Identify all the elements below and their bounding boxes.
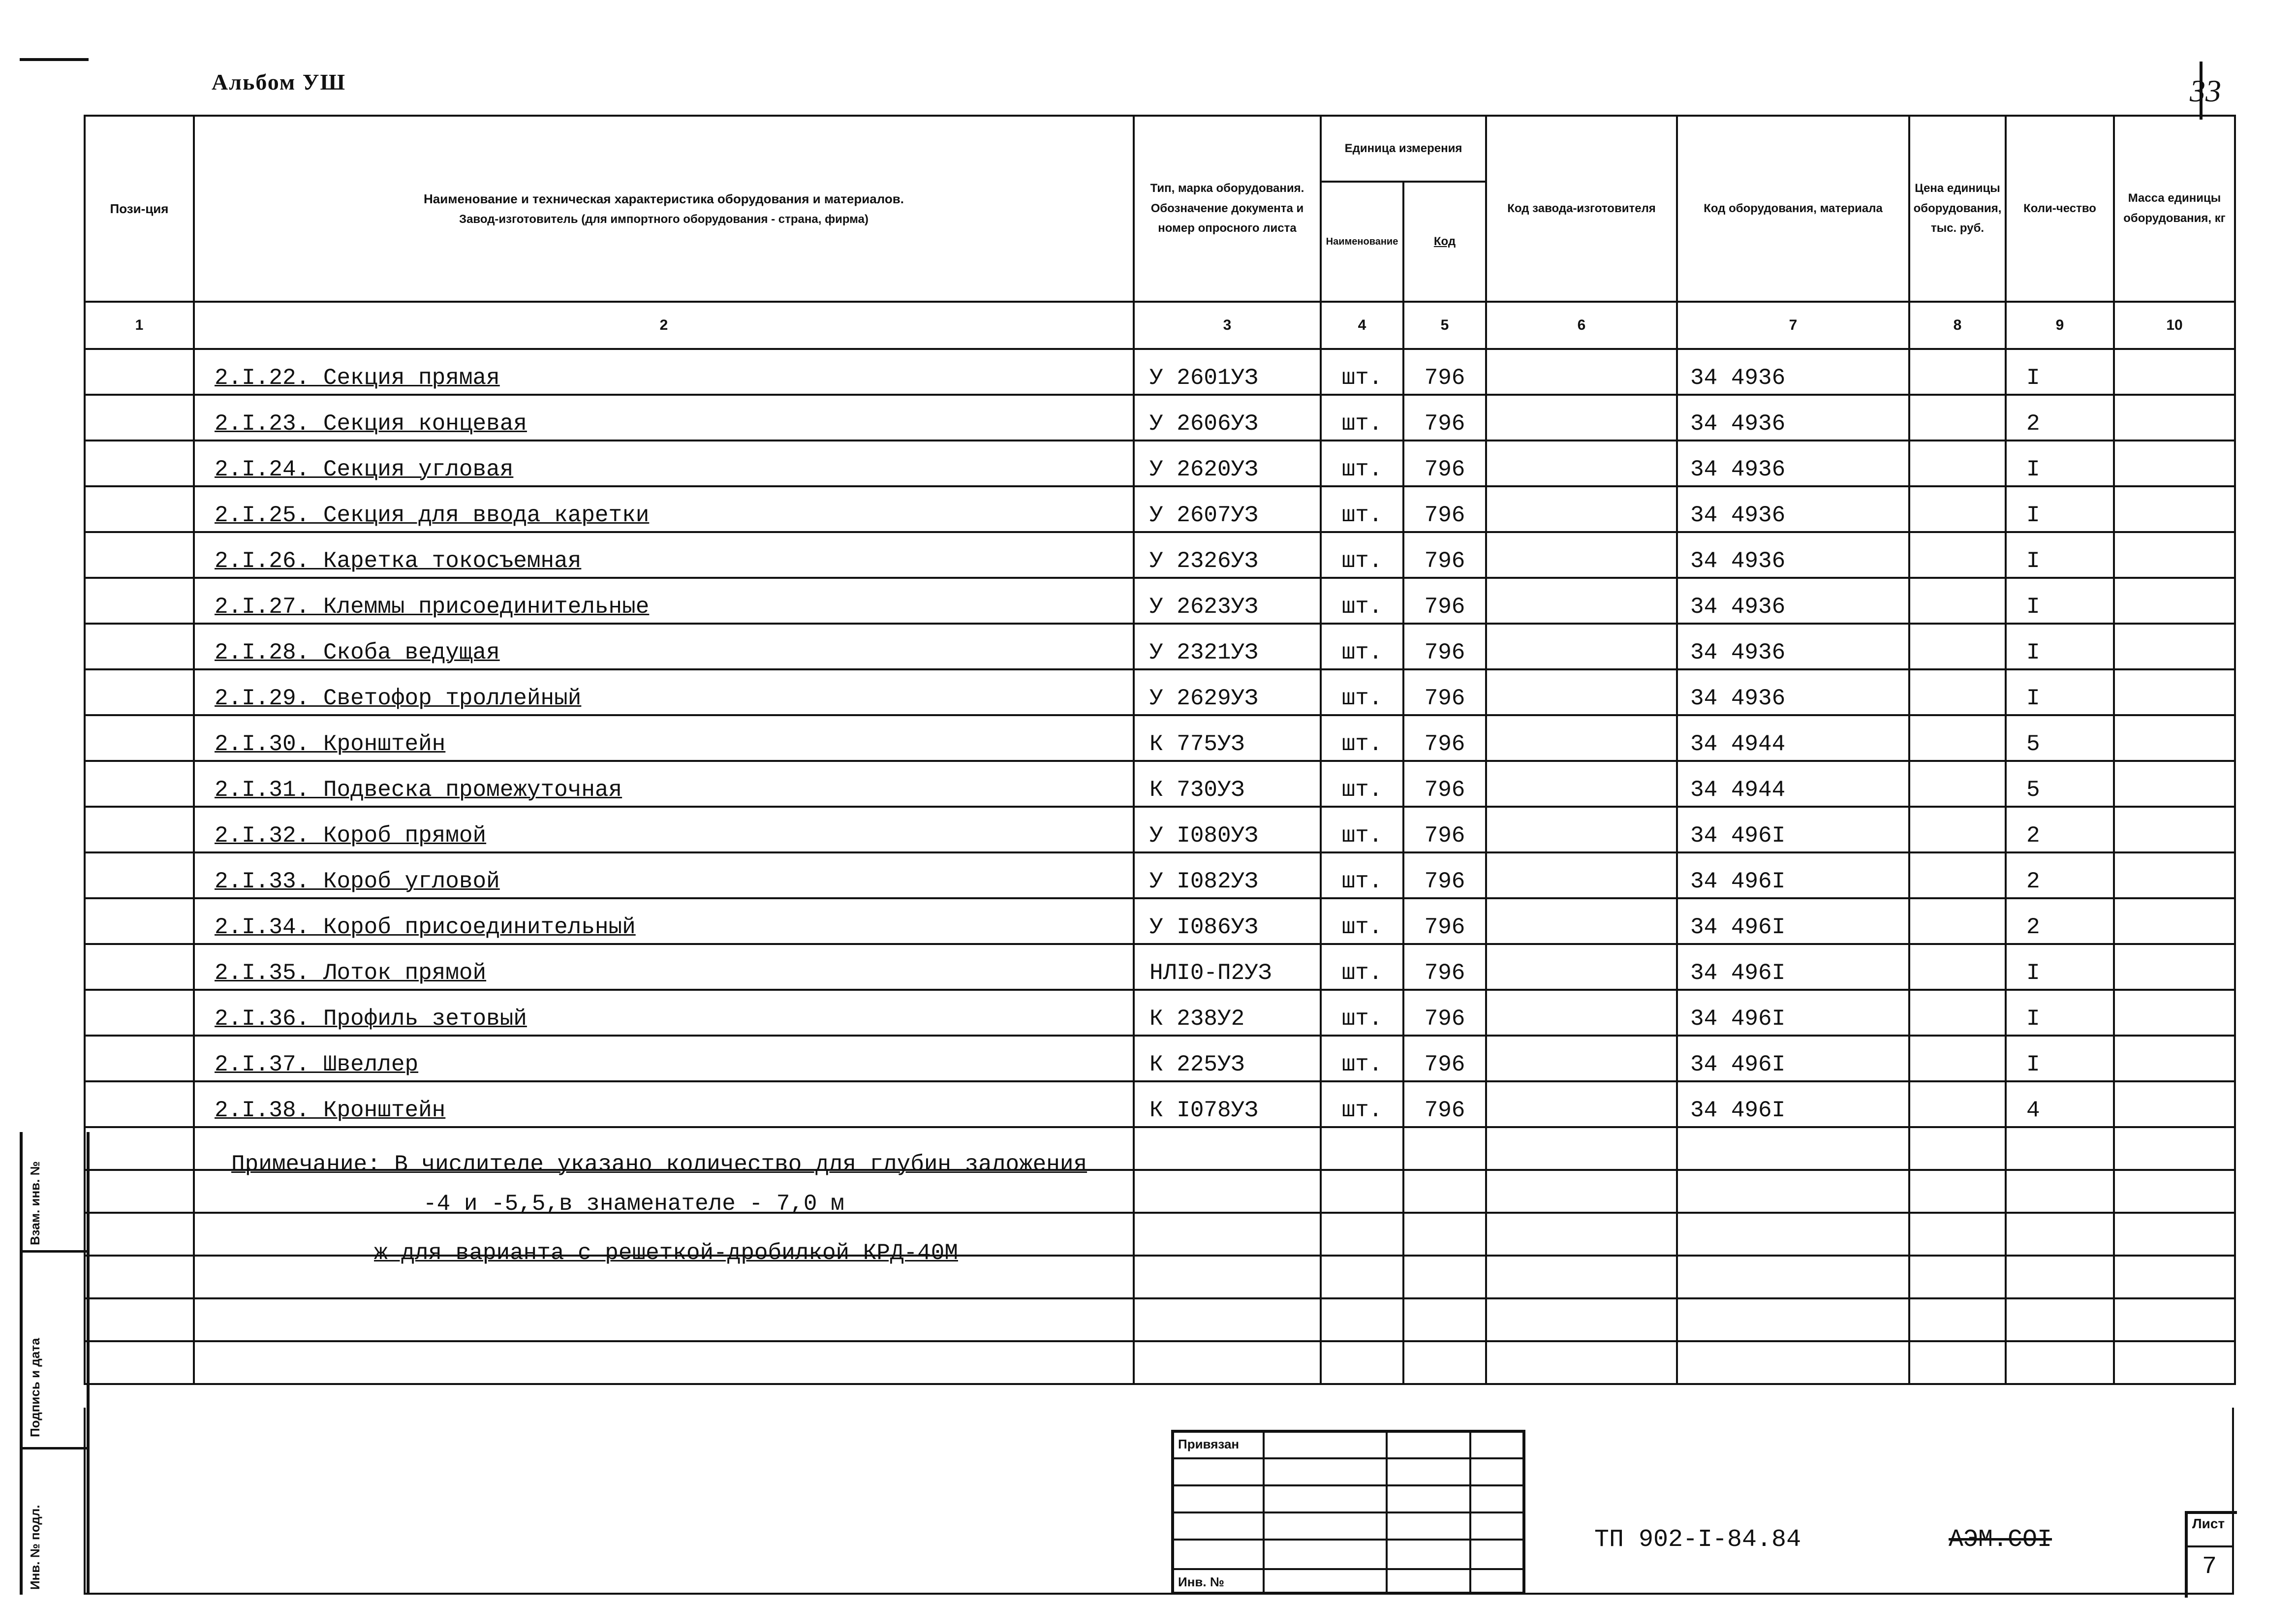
cell-price [1909,624,2006,669]
cell-position [85,349,194,395]
cell-name: 2.I.37. Швеллер [194,1036,1134,1081]
table-row [85,898,2235,944]
cell-unit-name: шт. [1321,1036,1403,1081]
cell-unit-name: шт. [1321,486,1403,532]
cell-factory-code [1486,624,1677,669]
cell-factory-code [1486,669,1677,715]
cell-unit-code: 796 [1403,898,1486,944]
cell-unit-name: шт. [1321,898,1403,944]
table-row [85,624,2235,669]
note-line-1: Примечание: В числителе указано количество для глубин заложения [231,1152,1087,1177]
sidebar-divider [23,1447,87,1449]
cell-equipment-code: 34 4944 [1677,761,1909,807]
table-row [85,669,2235,715]
stamp-column-line [1263,1433,1265,1592]
table-row [85,1081,2235,1127]
col-header-quantity: Коли-чество [2006,116,2114,302]
cell-quantity: I [2006,578,2114,624]
cell-unit-code: 796 [1403,944,1486,990]
cell-mass [2114,532,2235,578]
column-number: 8 [1909,302,2006,349]
column-number-row [85,302,2235,349]
cell-price [1909,990,2006,1036]
cell-factory-code [1486,486,1677,532]
title-block-frame [84,1408,2234,1595]
cell-type: У I080УЗ [1134,807,1321,852]
cell-name: 2.I.23. Секция концевая [194,395,1134,441]
cell-type: У 2623УЗ [1134,578,1321,624]
table-row [85,1036,2235,1081]
cell-mass [2114,898,2235,944]
table-row [85,990,2235,1036]
cell-position [85,486,194,532]
cell-equipment-code: 34 496I [1677,1081,1909,1127]
cell-unit-code: 796 [1403,1081,1486,1127]
table-body [85,349,2235,1127]
cell-name: 2.I.29. Светофор троллейный [194,669,1134,715]
cell-unit-name: шт. [1321,441,1403,486]
stamp-top-label: Привязан [1178,1437,1240,1451]
cell-factory-code [1486,852,1677,898]
column-number: 7 [1677,302,1909,349]
cell-quantity: I [2006,532,2114,578]
cell-position [85,624,194,669]
stamp-column-line [1386,1433,1388,1592]
cell-type: У 2620УЗ [1134,441,1321,486]
col-header-equipment-code: Код оборудования, материала [1677,116,1909,302]
cell-equipment-code: 34 496I [1677,852,1909,898]
cell-factory-code [1486,532,1677,578]
cell-position [85,578,194,624]
col-header-name-line2: Завод-изготовитель (для импортного оборудования - страна, фирма) [459,212,869,226]
table-row [85,349,2235,395]
cell-quantity: I [2006,624,2114,669]
cell-position [85,1036,194,1081]
cell-unit-name: шт. [1321,990,1403,1036]
cell-name: 2.I.24. Секция угловая [194,441,1134,486]
cell-unit-code: 796 [1403,807,1486,852]
cell-price [1909,578,2006,624]
cell-position [85,1081,194,1127]
cell-factory-code [1486,944,1677,990]
cell-name: 2.I.31. Подвеска промежуточная [194,761,1134,807]
cell-type: У 2607УЗ [1134,486,1321,532]
cell-price [1909,669,2006,715]
table-row [85,441,2235,486]
cell-factory-code [1486,898,1677,944]
cell-mass [2114,349,2235,395]
header-row-1 [85,116,2235,182]
cell-mass [2114,578,2235,624]
cell-unit-code: 796 [1403,395,1486,441]
binding-stamp [1171,1430,1525,1595]
cell-factory-code [1486,990,1677,1036]
cell-factory-code [1486,395,1677,441]
column-number: 9 [2006,302,2114,349]
cell-mass [2114,1036,2235,1081]
cell-price [1909,1036,2006,1081]
cell-unit-code: 796 [1403,990,1486,1036]
top-left-tick [20,58,89,61]
cell-equipment-code: 34 496I [1677,944,1909,990]
cell-mass [2114,441,2235,486]
col-header-name [194,116,1134,302]
cell-unit-name: шт. [1321,669,1403,715]
cell-equipment-code: 34 496I [1677,898,1909,944]
cell-quantity: I [2006,441,2114,486]
note-line-3: ж для варианта с решеткой-дробилкой КРД-40М [374,1240,958,1266]
cell-type: К 730УЗ [1134,761,1321,807]
cell-name: 2.I.38. Кронштейн [194,1081,1134,1127]
col-header-unit: Единица измерения [1321,116,1486,182]
cell-position [85,807,194,852]
cell-unit-code: 796 [1403,532,1486,578]
cell-quantity: 4 [2006,1081,2114,1127]
cell-unit-name: шт. [1321,807,1403,852]
cell-unit-name: шт. [1321,761,1403,807]
cell-unit-name: шт. [1321,715,1403,761]
cell-type: У 2321УЗ [1134,624,1321,669]
table-row [85,944,2235,990]
cell-mass [2114,1081,2235,1127]
cell-position [85,441,194,486]
cell-equipment-code: 34 496I [1677,807,1909,852]
cell-quantity: I [2006,944,2114,990]
cell-position [85,715,194,761]
cell-mass [2114,486,2235,532]
sidebar-label-original-inv: Инв. № подл. [28,1505,42,1590]
sheet-label: Лист [2192,1516,2225,1531]
cell-mass [2114,944,2235,990]
cell-unit-code: 796 [1403,578,1486,624]
cell-unit-code: 796 [1403,715,1486,761]
cell-type: К I078УЗ [1134,1081,1321,1127]
column-number: 4 [1321,302,1403,349]
cell-quantity: 2 [2006,852,2114,898]
cell-name: 2.I.30. Кронштейн [194,715,1134,761]
cell-type: К 775УЗ [1134,715,1321,761]
cell-price [1909,395,2006,441]
cell-mass [2114,395,2235,441]
cell-quantity: I [2006,349,2114,395]
cell-name: 2.I.22. Секция прямая [194,349,1134,395]
cell-name: 2.I.32. Короб прямой [194,807,1134,852]
cell-type: НЛI0-П2УЗ [1134,944,1321,990]
cell-price [1909,852,2006,898]
cell-position [85,990,194,1036]
note-line-2: -4 и -5,5,в знаменателе - 7,0 м [423,1191,844,1217]
col-header-position: Пози-ция [85,116,194,302]
cell-price [1909,349,2006,395]
cell-price [1909,441,2006,486]
cell-unit-code: 796 [1403,349,1486,395]
cell-mass [2114,624,2235,669]
cell-unit-code: 796 [1403,761,1486,807]
cell-position [85,761,194,807]
column-number: 2 [194,302,1134,349]
cell-price [1909,807,2006,852]
cell-type: У 2629УЗ [1134,669,1321,715]
cell-price [1909,898,2006,944]
col-header-factory-code: Код завода-изготовителя [1486,116,1677,302]
cell-equipment-code: 34 4944 [1677,715,1909,761]
cell-mass [2114,852,2235,898]
blank-row [85,1341,2235,1384]
col-header-unit-code: Код [1403,182,1486,302]
cell-name: 2.I.26. Каретка токосъемная [194,532,1134,578]
cell-unit-code: 796 [1403,852,1486,898]
document-code: АЭМ.СОI [1949,1526,2052,1554]
cell-mass [2114,715,2235,761]
cell-factory-code [1486,1036,1677,1081]
cell-unit-name: шт. [1321,395,1403,441]
cell-unit-name: шт. [1321,532,1403,578]
cell-quantity: 2 [2006,807,2114,852]
cell-quantity: I [2006,669,2114,715]
cell-factory-code [1486,1081,1677,1127]
cell-mass [2114,669,2235,715]
cell-name: 2.I.35. Лоток прямой [194,944,1134,990]
cell-equipment-code: 34 496I [1677,990,1909,1036]
cell-unit-code: 796 [1403,669,1486,715]
cell-position [85,395,194,441]
cell-factory-code [1486,578,1677,624]
cell-type: У 2606УЗ [1134,395,1321,441]
cell-position [85,898,194,944]
cell-type: К 225УЗ [1134,1036,1321,1081]
cell-name: 2.I.33. Короб угловой [194,852,1134,898]
sidebar-label-replaced-inv: Взам. инв. № [28,1161,42,1245]
cell-price [1909,944,2006,990]
cell-unit-name: шт. [1321,349,1403,395]
cell-position [85,852,194,898]
cell-mass [2114,807,2235,852]
column-number: 6 [1486,302,1677,349]
cell-equipment-code: 34 4936 [1677,624,1909,669]
cell-factory-code [1486,807,1677,852]
document-number: ТП 902-I-84.84 [1594,1526,1801,1554]
page-number: 33 [2190,73,2221,108]
col-header-type: Тип, марка оборудования. Обозначение документа и номер опросного листа [1134,116,1321,302]
cell-unit-name: шт. [1321,944,1403,990]
cell-quantity: I [2006,1036,2114,1081]
col-header-price: Цена единицы оборудования, тыс. руб. [1909,116,2006,302]
album-title: Альбом УШ [212,69,346,94]
column-number: 3 [1134,302,1321,349]
column-number: 1 [85,302,194,349]
cell-unit-code: 796 [1403,441,1486,486]
cell-quantity: 2 [2006,395,2114,441]
cell-unit-code: 796 [1403,486,1486,532]
cell-name: 2.I.27. Клеммы присоединительные [194,578,1134,624]
cell-name: 2.I.34. Короб присоединительный [194,898,1134,944]
specification-table [84,115,2236,1385]
cell-quantity: I [2006,990,2114,1036]
cell-price [1909,761,2006,807]
cell-price [1909,715,2006,761]
table-row [85,807,2235,852]
cell-equipment-code: 34 4936 [1677,349,1909,395]
cell-price [1909,1081,2006,1127]
table-row [85,532,2235,578]
cell-price [1909,486,2006,532]
cell-name: 2.I.36. Профиль зетовый [194,990,1134,1036]
cell-factory-code [1486,441,1677,486]
cell-factory-code [1486,349,1677,395]
table-row [85,395,2235,441]
table-row [85,578,2235,624]
cell-equipment-code: 34 4936 [1677,486,1909,532]
stamp-column-line [1469,1433,1471,1592]
col-header-mass: Масса единицы оборудования, кг [2114,116,2235,302]
cell-equipment-code: 34 496I [1677,1036,1909,1081]
cell-type: У I086УЗ [1134,898,1321,944]
cell-name: 2.I.28. Скоба ведущая [194,624,1134,669]
cell-unit-name: шт. [1321,578,1403,624]
cell-equipment-code: 34 4936 [1677,441,1909,486]
cell-factory-code [1486,761,1677,807]
cell-equipment-code: 34 4936 [1677,578,1909,624]
cell-name: 2.I.25. Секция для ввода каретки [194,486,1134,532]
cell-type: У 2601УЗ [1134,349,1321,395]
cell-type: У 2326УЗ [1134,532,1321,578]
table-row [85,761,2235,807]
cell-quantity: I [2006,486,2114,532]
cell-quantity: 5 [2006,715,2114,761]
cell-position [85,532,194,578]
cell-position [85,944,194,990]
cell-quantity: 5 [2006,761,2114,807]
cell-unit-name: шт. [1321,852,1403,898]
sheet-number: 7 [2202,1553,2217,1581]
table-row [85,852,2235,898]
sidebar-label-signature-date: Подпись и дата [28,1338,42,1437]
cell-mass [2114,990,2235,1036]
cell-unit-name: шт. [1321,1081,1403,1127]
sheet-box-divider [2185,1545,2234,1547]
cell-equipment-code: 34 4936 [1677,395,1909,441]
col-header-unit-name: Наименование [1321,182,1403,302]
cell-quantity: 2 [2006,898,2114,944]
left-margin-stamp [20,1132,90,1595]
stamp-bottom-label: Инв. № [1178,1575,1224,1589]
cell-unit-name: шт. [1321,624,1403,669]
cell-equipment-code: 34 4936 [1677,669,1909,715]
cell-unit-code: 796 [1403,1036,1486,1081]
table-row [85,486,2235,532]
column-number: 10 [2114,302,2235,349]
col-header-name-line1: Наименование и техническая характеристика оборудования и материалов. [423,191,904,206]
cell-mass [2114,761,2235,807]
cell-price [1909,532,2006,578]
cell-position [85,669,194,715]
blank-row [85,1298,2235,1341]
column-number: 5 [1403,302,1486,349]
cell-type: К 238У2 [1134,990,1321,1036]
sidebar-divider [23,1250,87,1253]
cell-unit-code: 796 [1403,624,1486,669]
cell-factory-code [1486,715,1677,761]
cell-equipment-code: 34 4936 [1677,532,1909,578]
table-row [85,715,2235,761]
cell-type: У I082УЗ [1134,852,1321,898]
